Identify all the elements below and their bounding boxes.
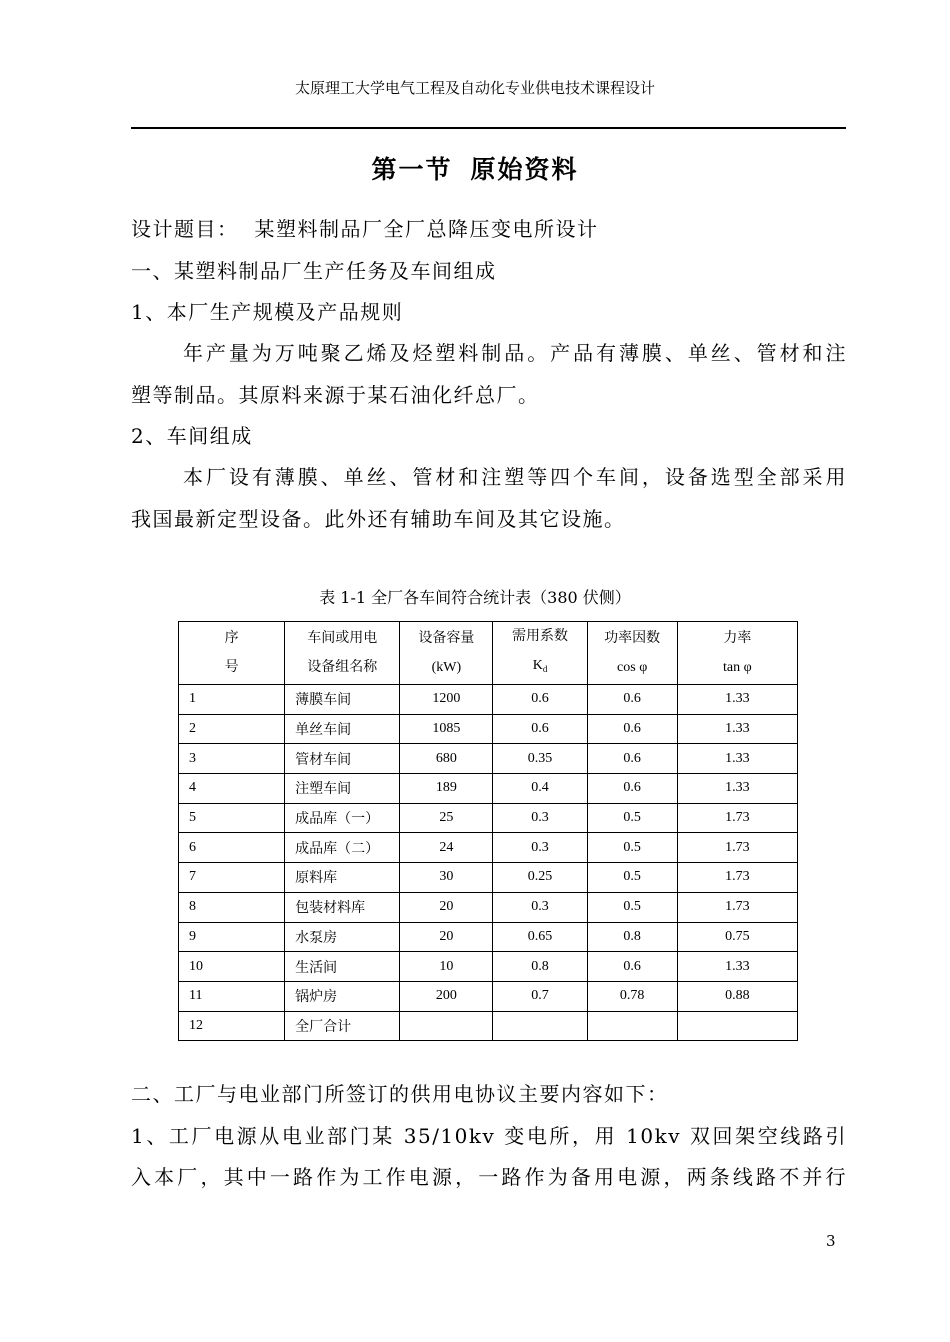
- cell-tan-phi: 1.73: [677, 803, 797, 833]
- table-row: [179, 803, 798, 833]
- section2-heading: 二、工厂与电业部门所签订的供用电协议主要内容如下：: [131, 1082, 669, 1106]
- cell-tan-phi: 0.75: [677, 922, 797, 952]
- cell-demand-factor: 0.3: [493, 892, 587, 922]
- table-caption: 表 1-1 全厂各车间符合统计表（380 伏侧）: [319, 588, 631, 607]
- cell-tan-phi: 1.73: [677, 833, 797, 863]
- header-rule: [131, 127, 846, 129]
- cell-tan-phi: 1.33: [677, 744, 797, 774]
- table-row: [179, 922, 798, 952]
- cell-serial: 4: [179, 774, 285, 804]
- cell-serial: 6: [179, 833, 285, 863]
- cell-demand-factor: 0.6: [493, 685, 587, 715]
- cell-capacity: 200: [400, 981, 493, 1011]
- item2-paragraph-line1: 本厂设有薄膜、单丝、管材和注塑等四个车间，设备选型全部采用: [183, 465, 847, 489]
- cell-serial: 11: [179, 981, 285, 1011]
- design-topic: [131, 213, 847, 242]
- item1-paragraph-line1: 年产量为万吨聚乙烯及烃塑料制品。产品有薄膜、单丝、管材和注: [183, 341, 847, 365]
- header-power-factor: 功率因数 cos φ: [587, 622, 677, 685]
- cell-tan-phi: 1.33: [677, 952, 797, 982]
- cell-power-factor: [587, 1011, 677, 1041]
- cell-workshop: 注塑车间: [285, 774, 400, 804]
- cell-tan-phi: 1.33: [677, 714, 797, 744]
- table-row: [179, 863, 798, 893]
- section-title-text: 原始资料: [470, 155, 579, 184]
- cell-serial: 12: [179, 1011, 285, 1041]
- header-workshop: 车间或用电 设备组名称: [285, 622, 400, 685]
- cell-capacity: 24: [400, 833, 493, 863]
- cell-power-factor: 0.5: [587, 892, 677, 922]
- table-row: [179, 952, 798, 982]
- section-title-number: 第一节: [371, 155, 453, 184]
- cell-tan-phi: [677, 1011, 797, 1041]
- cell-power-factor: 0.6: [587, 774, 677, 804]
- cell-demand-factor: 0.7: [493, 981, 587, 1011]
- table-row: [179, 685, 798, 715]
- cell-power-factor: 0.5: [587, 863, 677, 893]
- item1-paragraph-line2: 塑等制品。其原料来源于某石油化纤总厂。: [131, 383, 540, 407]
- cell-power-factor: 0.8: [587, 922, 677, 952]
- cell-workshop: 成品库（一）: [285, 803, 400, 833]
- cell-tan-phi: 1.73: [677, 892, 797, 922]
- cell-capacity: 20: [400, 892, 493, 922]
- cell-serial: 3: [179, 744, 285, 774]
- cell-workshop: 生活间: [285, 952, 400, 982]
- cell-serial: 8: [179, 892, 285, 922]
- cell-workshop: 成品库（二）: [285, 833, 400, 863]
- cell-tan-phi: 0.88: [677, 981, 797, 1011]
- cell-tan-phi: 1.33: [677, 685, 797, 715]
- cell-capacity: 25: [400, 803, 493, 833]
- page-number: 3: [826, 1232, 836, 1250]
- cell-demand-factor: 0.35: [493, 744, 587, 774]
- header-capacity: 设备容量 (kW): [400, 622, 493, 685]
- cell-workshop: 单丝车间: [285, 714, 400, 744]
- cell-serial: 5: [179, 803, 285, 833]
- cell-power-factor: 0.5: [587, 803, 677, 833]
- cell-workshop: 薄膜车间: [285, 685, 400, 715]
- cell-power-factor: 0.78: [587, 981, 677, 1011]
- table-row: [179, 774, 798, 804]
- cell-demand-factor: 0.3: [493, 833, 587, 863]
- cell-capacity: [400, 1011, 493, 1041]
- cell-demand-factor: 0.65: [493, 922, 587, 952]
- header-serial: 序 号: [179, 622, 285, 685]
- cell-demand-factor: [493, 1011, 587, 1041]
- cell-demand-factor: 0.6: [493, 714, 587, 744]
- cell-capacity: 20: [400, 922, 493, 952]
- cell-power-factor: 0.6: [587, 744, 677, 774]
- cell-capacity: 189: [400, 774, 493, 804]
- cell-workshop: 水泵房: [285, 922, 400, 952]
- table-row: [179, 981, 798, 1011]
- cell-serial: 9: [179, 922, 285, 952]
- table-row: [179, 744, 798, 774]
- cell-workshop: 全厂合计: [285, 1011, 400, 1041]
- cell-demand-factor: 0.8: [493, 952, 587, 982]
- cell-serial: 10: [179, 952, 285, 982]
- table-row: [179, 1011, 798, 1041]
- cell-workshop: 原料库: [285, 863, 400, 893]
- design-topic-value: 某塑料制品厂全厂总降压变电所设计: [254, 217, 599, 241]
- page-header: 太原理工大学电气工程及自动化专业供电技术课程设计: [294, 79, 655, 97]
- cell-workshop: 包装材料库: [285, 892, 400, 922]
- cell-serial: 1: [179, 685, 285, 715]
- cell-tan-phi: 1.33: [677, 774, 797, 804]
- cell-workshop: 管材车间: [285, 744, 400, 774]
- section2-item1-line2: 入本厂，其中一路作为工作电源，一路作为备用电源，两条线路不并行: [131, 1165, 847, 1189]
- design-topic-label: 设计题目：: [131, 217, 239, 241]
- cell-capacity: 30: [400, 863, 493, 893]
- load-statistics-table: [178, 621, 798, 1041]
- table-row: [179, 714, 798, 744]
- section1-heading: 一、某塑料制品厂生产任务及车间组成: [131, 259, 497, 283]
- cell-power-factor: 0.6: [587, 685, 677, 715]
- cell-serial: 2: [179, 714, 285, 744]
- cell-capacity: 1200: [400, 685, 493, 715]
- section-title: [0, 150, 950, 186]
- table-row: [179, 833, 798, 863]
- cell-demand-factor: 0.3: [493, 803, 587, 833]
- cell-capacity: 10: [400, 952, 493, 982]
- cell-capacity: 680: [400, 744, 493, 774]
- table-header-row: [179, 622, 798, 685]
- section2-item1-line1: 1、工厂电源从电业部门某 35/10kv 变电所，用 10kv 双回架空线路引: [131, 1124, 847, 1148]
- header-tan-phi: 力率 tan φ: [677, 622, 797, 685]
- cell-workshop: 锅炉房: [285, 981, 400, 1011]
- cell-serial: 7: [179, 863, 285, 893]
- item2-heading: 2、车间组成: [131, 424, 253, 448]
- cell-power-factor: 0.5: [587, 833, 677, 863]
- cell-power-factor: 0.6: [587, 714, 677, 744]
- cell-demand-factor: 0.25: [493, 863, 587, 893]
- cell-capacity: 1085: [400, 714, 493, 744]
- item1-heading: 1、本厂生产规模及产品规则: [131, 300, 404, 324]
- item2-paragraph-line2: 我国最新定型设备。此外还有辅助车间及其它设施。: [131, 507, 626, 531]
- header-demand-factor: 需用系数 $K_d$: [493, 622, 587, 685]
- cell-power-factor: 0.6: [587, 952, 677, 982]
- table-row: [179, 892, 798, 922]
- cell-tan-phi: 1.73: [677, 863, 797, 893]
- cell-demand-factor: 0.4: [493, 774, 587, 804]
